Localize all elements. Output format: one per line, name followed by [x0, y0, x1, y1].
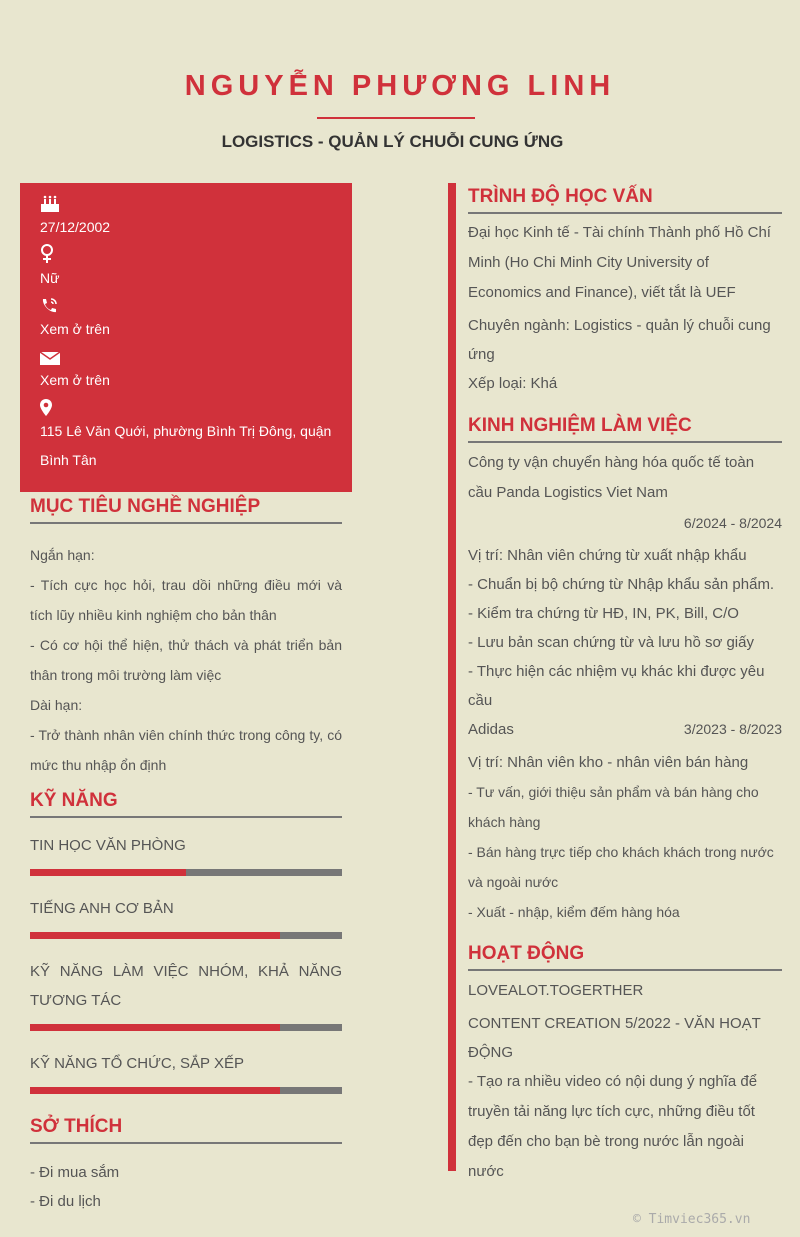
- job-period: 3/2023 - 8/2023: [683, 721, 782, 737]
- job-entry: [468, 715, 782, 927]
- birthday-text: 27/12/2002: [40, 219, 111, 235]
- skill-bar: [30, 869, 342, 876]
- education-grade: Xếp loại: Khá: [468, 375, 558, 392]
- skill-bar-fill: [30, 1024, 280, 1031]
- activity-desc: - Tạo ra nhiều video có nội dung ý nghĩa để truyền tải năng lực tích cực, những điều tốt đẹp đến cho bạn bè trong nước lẫn ngoài nước: [468, 1073, 758, 1180]
- skills-title: KỸ NĂNG: [30, 790, 342, 818]
- skill-bar-fill: [30, 869, 186, 876]
- job-position: Vị trí: Nhân viên chứng từ xuất nhập khẩu: [468, 547, 747, 564]
- education-school: Đại học Kinh tế - Tài chính Thành phố Hồ Chí Minh (Ho Chi Minh City University of Economics and Finance), viết tắt là UEF: [468, 224, 771, 301]
- hobby-item: - Đi du lịch: [30, 1193, 101, 1210]
- objective-line: - Trở thành nhân viên chính thức trong công ty, có mức thu nhập ổn định: [30, 727, 342, 773]
- hobby-item: - Đi mua sắm: [30, 1164, 120, 1181]
- skill-label: TIẾNG ANH CƠ BẢN: [30, 900, 174, 917]
- info-address: [40, 395, 352, 475]
- education-title: TRÌNH ĐỘ HỌC VẤN: [468, 183, 782, 214]
- hobbies-title: SỞ THÍCH: [30, 1116, 342, 1144]
- skill-item: [30, 831, 342, 876]
- experience-title: KINH NGHIỆM LÀM VIỆC: [468, 415, 782, 443]
- name-underline: [317, 117, 475, 119]
- skill-bar-fill: [30, 932, 280, 939]
- vertical-accent-bar: [448, 183, 456, 1171]
- job-title: LOGISTICS - QUẢN LÝ CHUỖI CUNG ỨNG: [221, 132, 564, 151]
- phone-icon: [40, 293, 352, 315]
- left-column: [30, 496, 342, 1216]
- skill-bar: [30, 932, 342, 939]
- objective-title: MỤC TIÊU NGHỀ NGHIỆP: [30, 496, 342, 524]
- skill-item: [30, 957, 342, 1031]
- objective-line: - Tích cực học hỏi, trau dồi những điều mới và tích lũy nhiều kinh nghiệm cho bản thân: [30, 577, 342, 623]
- gender-text: Nữ: [40, 270, 60, 286]
- activity-org: LOVEALOT.TOGERTHER: [468, 982, 644, 999]
- job-task: - Xuất - nhập, kiểm đếm hàng hóa: [468, 904, 680, 920]
- skill-bar-fill: [30, 1087, 280, 1094]
- skill-item: [30, 1049, 342, 1094]
- objective-line: Dài hạn:: [30, 697, 83, 713]
- email-text: Xem ở trên: [40, 372, 110, 388]
- skill-label: KỸ NĂNG TỔ CHỨC, SẮP XẾP: [30, 1055, 244, 1072]
- map-pin-icon: [40, 395, 352, 417]
- job-task: - Chuẩn bị bộ chứng từ Nhập khẩu sản phẩm.: [468, 576, 775, 593]
- skill-label: TIN HỌC VĂN PHÒNG: [30, 837, 186, 854]
- activities-title: HOẠT ĐỘNG: [468, 943, 782, 971]
- skill-item: [30, 894, 342, 939]
- info-email: [40, 344, 352, 395]
- job-header: [468, 715, 782, 744]
- objective-line: Ngắn hạn:: [30, 547, 95, 563]
- job-company: Công ty vận chuyển hàng hóa quốc tế toàn cầu Panda Logistics Viet Nam: [468, 454, 755, 501]
- phone-text: Xem ở trên: [40, 321, 110, 337]
- envelope-icon: [40, 344, 352, 366]
- job-task: - Lưu bản scan chứng từ và lưu hồ sơ giấy: [468, 634, 754, 651]
- activity-role: CONTENT CREATION 5/2022 - VĂN HOẠT ĐỘNG: [468, 1015, 761, 1061]
- skill-bar: [30, 1087, 342, 1094]
- address-text: 115 Lê Văn Quới, phường Bình Trị Đông, quận Bình Tân: [40, 423, 332, 468]
- name-heading: NGUYỄN PHƯƠNG LINH: [184, 70, 616, 102]
- skill-label: KỸ NĂNG LÀM VIỆC NHÓM, KHẢ NĂNG TƯƠNG TÁC: [30, 963, 342, 1009]
- job-task: - Tư vấn, giới thiệu sản phẩm và bán hàng cho khách hàng: [468, 784, 759, 830]
- right-column: [468, 183, 782, 1187]
- job-task: - Kiểm tra chứng từ HĐ, IN, PK, Bill, C/O: [468, 605, 739, 622]
- footer-copyright: © Timviec365.vn: [633, 1212, 751, 1227]
- job-period: 6/2024 - 8/2024: [683, 515, 782, 531]
- job-company: Adidas: [468, 721, 514, 738]
- job-position: Vị trí: Nhân viên kho - nhân viên bán hàng: [468, 754, 749, 771]
- info-phone: [40, 293, 352, 344]
- personal-info-box: [20, 183, 352, 492]
- skill-bar: [30, 1024, 342, 1031]
- info-gender: [40, 242, 352, 293]
- job-entry: [468, 448, 782, 715]
- job-task: - Thực hiện các nhiệm vụ khác khi được yêu cầu: [468, 663, 765, 709]
- objective-line: - Có cơ hội thể hiện, thử thách và phát triển bản thân trong môi trường làm việc: [30, 637, 342, 683]
- job-task: - Bán hàng trực tiếp cho khách khách trong nước và ngoài nước: [468, 844, 774, 890]
- education-major: Chuyên ngành: Logistics - quản lý chuỗi cung ứng: [468, 317, 771, 363]
- female-icon: [40, 242, 352, 264]
- info-birthday: [40, 191, 352, 242]
- birthday-cake-icon: [40, 191, 352, 213]
